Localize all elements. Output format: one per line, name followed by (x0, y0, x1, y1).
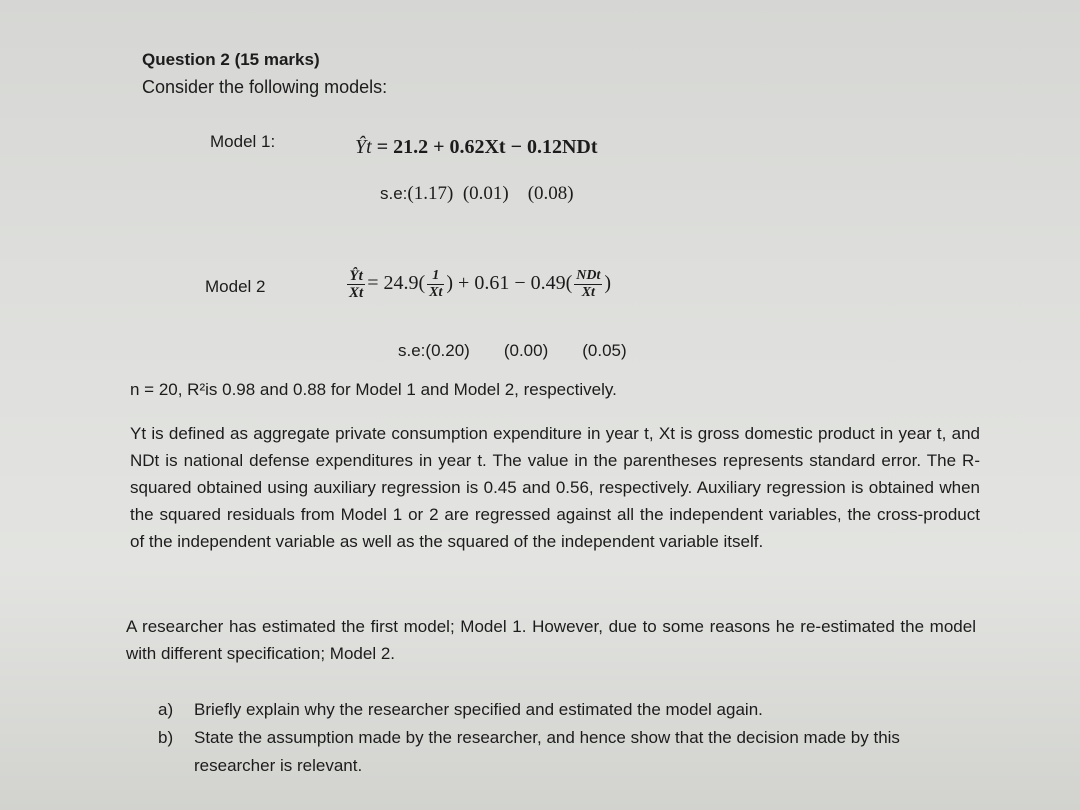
model2-lhs-numerator: Ŷt (347, 268, 365, 285)
task-text: State the assumption made by the researcher, and hence show that the decision made by this (194, 728, 900, 747)
model2-equation (345, 268, 611, 301)
model1-label: Model 1: (210, 132, 276, 151)
model2-lhs-fraction (347, 268, 365, 301)
model2-se-prefix: s.e: (398, 341, 426, 360)
definitions-paragraph: Yt is defined as aggregate private consumption expenditure in year t, Xt is gross domestic product in year t, and NDt is national defense expenditures in year t. The value in the parentheses represents standard error. The R-squared obtained using auxiliary regression is 0.45 and 0.56, respectively. Auxiliary regression is obtained when the squared residuals from Model 1 or 2 are regressed against all the independent variables, the cross-product of the independent variable as well as the squared of the independent variable itself. (130, 424, 980, 551)
list-item (158, 724, 978, 752)
model1-standard-errors (380, 183, 574, 205)
model2-term1: = 24.9( (367, 272, 426, 295)
question-title: Question 2 (15 marks) (142, 50, 320, 69)
model2-fraction-1 (427, 268, 444, 301)
context-paragraph: A researcher has estimated the first model; Model 1. However, due to some reasons he re-estimated the model with different specification; Model 2. (126, 617, 976, 663)
task-marker: b) (158, 728, 174, 747)
task-marker: a) (158, 700, 174, 719)
model2-se-value: (0.00) (503, 341, 549, 360)
model1-eq-rhs: = 21.2 + 0.62Xt − 0.12NDt (376, 136, 598, 158)
model2-se-value: (0.05) (582, 341, 627, 360)
list-item (158, 696, 978, 724)
model2-label: Model 2 (205, 277, 266, 296)
task-text-continuation: researcher is relevant. (194, 756, 363, 775)
model-fit-statistics: n = 20, R²is 0.98 and 0.88 for Model 1 and Model 2, respectively. (130, 380, 617, 399)
model2-frac1-numerator: 1 (427, 268, 444, 285)
model1-eq-lhs: Ŷt (355, 136, 372, 158)
model1-se-value: (1.17) (407, 183, 454, 204)
model1-se-value: (0.01) (462, 183, 509, 204)
model1-equation (355, 136, 598, 159)
model1-se-prefix: s.e: (380, 184, 408, 203)
task-list (158, 696, 978, 780)
model2-frac2-numerator: NDt (576, 268, 601, 283)
model2-term2: ) + 0.61 − 0.49( (446, 272, 573, 295)
model2-frac1-denominator: Xt (429, 285, 443, 300)
task-text: Briefly explain why the researcher specified and estimated the model again. (194, 700, 763, 719)
model2-standard-errors (398, 341, 627, 361)
model2-fraction-2 (574, 268, 602, 301)
question-intro: Consider the following models: (142, 77, 388, 97)
model2-se-value: (0.20) (425, 341, 470, 360)
model1-se-value: (0.08) (527, 183, 574, 204)
model2-term3: ) (604, 272, 612, 295)
model2-lhs-denominator: Xt (349, 285, 364, 301)
model2-frac2-denominator: Xt (581, 285, 595, 300)
